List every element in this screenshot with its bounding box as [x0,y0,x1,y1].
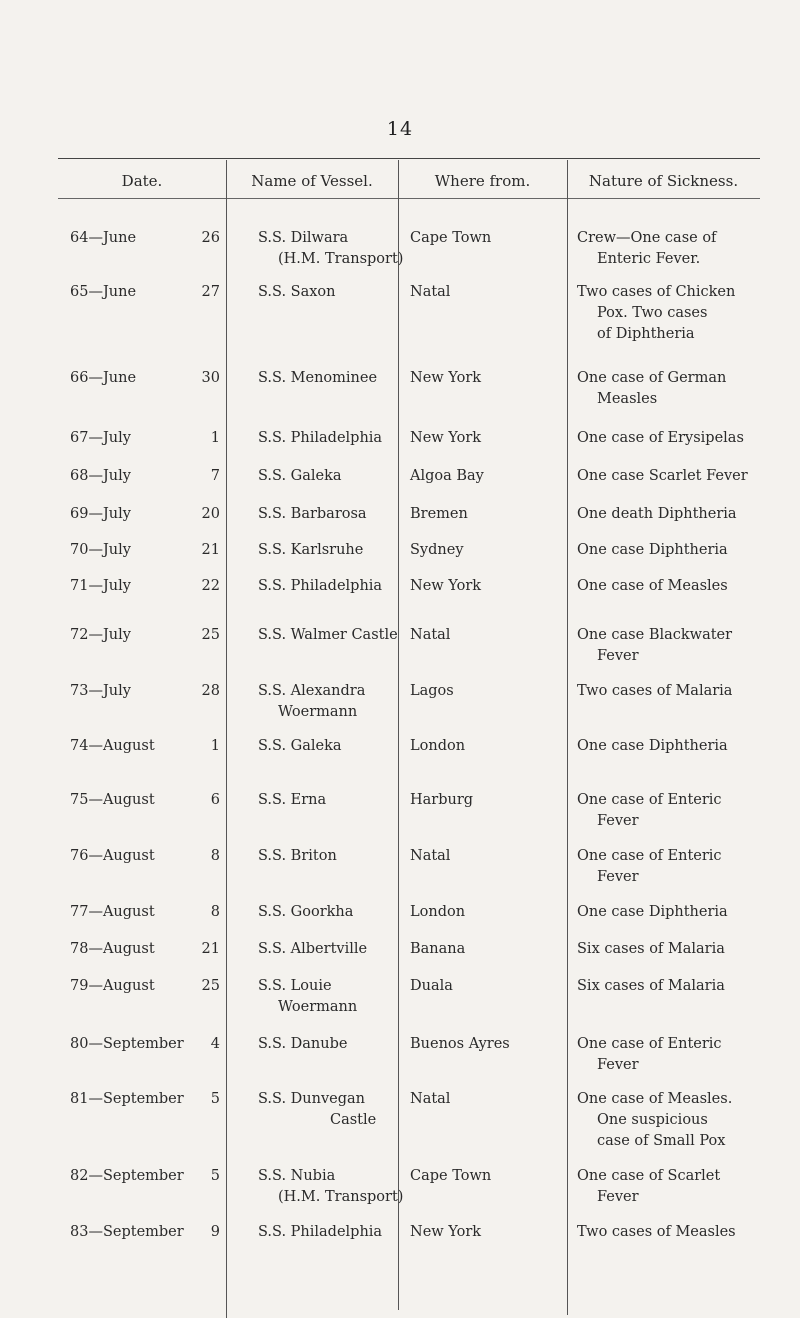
day-cell: 8 [210,904,220,920]
date-cell: 77—August [70,904,155,920]
from-cell: Cape Town [410,1168,492,1184]
from-cell: Harburg [410,792,474,808]
from-cell: New York [410,370,482,386]
vessel-cell: S.S. Galeka [258,468,342,484]
from-cell: Sydney [410,542,464,558]
from-cell: Duala [410,978,453,994]
from-cell: London [410,904,466,920]
day-cell: 28 [201,683,220,699]
from-cell: Natal [410,1091,451,1107]
date-cell: 74—August [70,738,155,754]
day-cell: 27 [201,284,220,300]
date-cell: 67—July [70,430,131,446]
nature-cell: One case of Measles. One suspicious case of Small Pox [577,1091,733,1149]
nature-cell: One case of Enteric Fever [577,792,722,829]
vessel-cell: S.S. Philadelphia [258,430,383,446]
vessel-cell: S.S. Walmer Castle [258,627,398,643]
day-cell: 21 [201,542,220,558]
day-cell: 5 [210,1091,220,1107]
nature-cell: One case of Enteric Fever [577,848,722,885]
date-cell: 83—September [70,1224,184,1240]
day-cell: 20 [201,506,220,522]
from-cell: Natal [410,284,451,300]
nature-cell: One death Diphtheria [577,506,737,522]
vessel-cell: S.S. Nubia (H.M. Transport) [258,1168,404,1205]
from-cell: New York [410,430,482,446]
nature-cell: One case of Enteric Fever [577,1036,722,1073]
vessel-cell: S.S. Albertville [258,941,368,957]
from-cell: Cape Town [410,230,492,246]
from-cell: New York [410,1224,482,1240]
date-cell: 79—August [70,978,155,994]
nature-cell: Two cases of Measles [577,1224,736,1240]
vessel-cell: S.S. Galeka [258,738,342,754]
vessel-cell: S.S. Philadelphia [258,578,383,594]
day-cell: 30 [201,370,220,386]
column-divider [226,160,227,1318]
vessel-cell: S.S. Dunvegan Castle [258,1091,377,1128]
date-cell: 69—July [70,506,131,522]
from-cell: Buenos Ayres [410,1036,510,1052]
nature-cell: Six cases of Malaria [577,978,725,994]
vessel-cell: S.S. Menominee [258,370,378,386]
date-cell: 65—June [70,284,137,300]
from-cell: London [410,738,466,754]
column-divider [567,160,568,1315]
nature-cell: One case Blackwater Fever [577,627,733,664]
date-cell: 70—July [70,542,131,558]
from-cell: Bremen [410,506,468,522]
table-top-rule [58,158,760,159]
from-cell: Natal [410,627,451,643]
nature-cell: One case Diphtheria [577,904,728,920]
date-cell: 81—September [70,1091,184,1107]
day-cell: 5 [210,1168,220,1184]
day-cell: 26 [201,230,220,246]
vessel-cell: S.S. Saxon [258,284,336,300]
nature-cell: One case Scarlet Fever [577,468,748,484]
nature-cell: One case Diphtheria [577,542,728,558]
date-cell: 68—July [70,468,131,484]
day-cell: 21 [201,941,220,957]
vessel-cell: S.S. Karlsruhe [258,542,364,558]
date-cell: 66—June [70,370,137,386]
vessel-cell: S.S. Philadelphia [258,1224,383,1240]
header-from: Where from. [434,172,531,190]
vessel-cell: S.S. Goorkha [258,904,354,920]
from-cell: Lagos [410,683,454,699]
from-cell: Natal [410,848,451,864]
day-cell: 8 [210,848,220,864]
date-cell: 78—August [70,941,155,957]
day-cell: 9 [210,1224,220,1240]
vessel-cell: S.S. Louie Woermann [258,978,358,1015]
header-vessel: Name of Vessel. [251,172,373,190]
vessel-cell: S.S. Erna [258,792,327,808]
vessel-cell: S.S. Briton [258,848,337,864]
column-divider [398,160,399,1310]
day-cell: 22 [201,578,220,594]
nature-cell: Six cases of Malaria [577,941,725,957]
day-cell: 4 [210,1036,220,1052]
date-cell: 73—July [70,683,131,699]
day-cell: 6 [210,792,220,808]
day-cell: 25 [201,978,220,994]
header-date: Date. [121,172,163,190]
nature-cell: Crew—One case of Enteric Fever. [577,230,717,267]
nature-cell: One case of Erysipelas [577,430,744,446]
from-cell: Banana [410,941,466,957]
nature-cell: One case Diphtheria [577,738,728,754]
table-header-rule [58,198,760,199]
from-cell: Algoa Bay [410,468,484,484]
date-cell: 71—July [70,578,131,594]
date-cell: 72—July [70,627,131,643]
vessel-cell: S.S. Barbarosa [258,506,367,522]
header-nature: Nature of Sickness. [588,172,739,190]
nature-cell: One case of German Measles [577,370,727,407]
nature-cell: Two cases of Chicken Pox. Two cases of Diphtheria [577,284,736,342]
date-cell: 82—September [70,1168,184,1184]
from-cell: New York [410,578,482,594]
vessel-cell: S.S. Alexandra Woermann [258,683,366,720]
vessel-cell: S.S. Danube [258,1036,348,1052]
date-cell: 80—September [70,1036,184,1052]
nature-cell: Two cases of Malaria [577,683,733,699]
day-cell: 1 [210,430,220,446]
nature-cell: One case of Scarlet Fever [577,1168,721,1205]
nature-cell: One case of Measles [577,578,728,594]
date-cell: 75—August [70,792,155,808]
date-cell: 64—June [70,230,137,246]
page-number: 14 [386,118,414,140]
date-cell: 76—August [70,848,155,864]
day-cell: 1 [210,738,220,754]
vessel-cell: S.S. Dilwara (H.M. Transport) [258,230,404,267]
day-cell: 7 [210,468,220,484]
day-cell: 25 [201,627,220,643]
